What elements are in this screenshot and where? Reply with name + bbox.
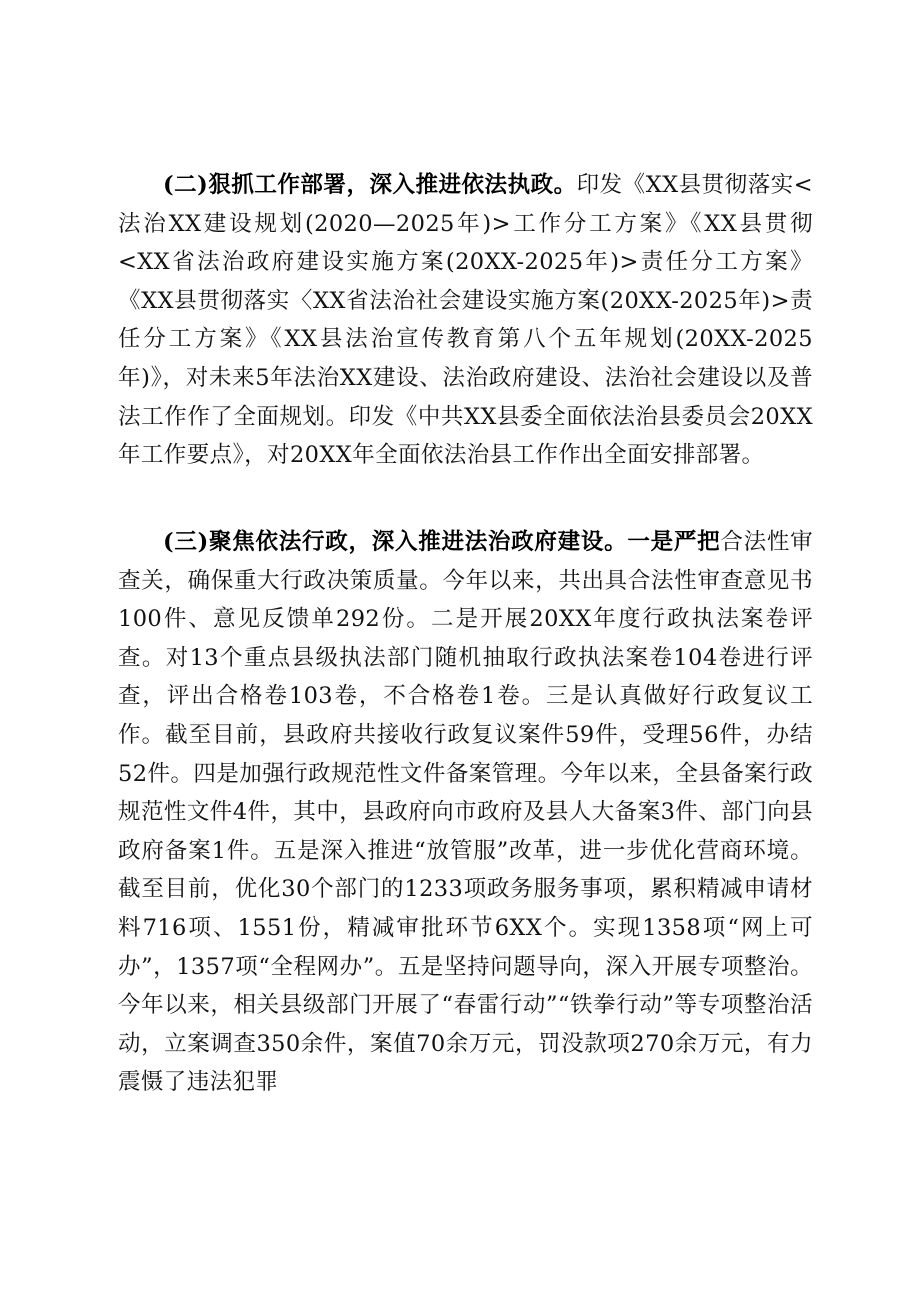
paragraph-work-deployment — [118, 166, 813, 475]
paragraph-body: 印发《XX县贯彻落实<法治XX建设规划(2020—2025年)>工作分工方案》《XX县贯彻<XX省法治政府建设实施方案(20XX-2025年)>责任分工方案》《XX县贯彻落实〈XX省法治社会建设实施方案(20XX-2025年)>责任分工方案》《XX县法治宣传教育第八个五年规划(20XX-2025年)》，对未来5年法治XX建设、法治政府建设、法治社会建设以及普法工作作了全面规划。印发《中共XX县委全面依法治县委员会20XX年工作要点》，对20XX年全面依法治县工作作出全面安排部署。 — [118, 172, 813, 469]
paragraph-body: 合法性审查关，确保重大行政决策质量。今年以来，共出具合法性审查意见书100件、意见反馈单292份。二是开展20XX年度行政执法案卷评查。对13个重点县级执法部门随机抽取行政执法案卷104卷进行评查，评出合格卷103卷，不合格卷1卷。三是认真做好行政复议工作。截至目前，县政府共接收行政复议案件59件，受理56件，办结52件。四是加强行政规范性文件备案管理。今年以来，全县备案行政规范性文件4件，其中，县政府向市政府及县人大备案3件、部门向县政府备案1件。五是深入推进“放管服”改革，进一步优化营商环境。截至目前，优化30个部门的1233项政务服务事项，累积精减申请材料716项、1551份，精减审批环节6XX个。实现1358项“网上可办”，1357项“全程网办”。五是坚持问题导向，深入开展专项整治。今年以来，相关县级部门开展了“春雷行动”“铁拳行动”等专项整治活动，立案调查350余件，案值70余万元，罚没款项270余万元，有力震慑了违法犯罪 — [118, 529, 813, 1096]
paragraph-law-based-administration — [118, 523, 813, 1102]
paragraph-heading: (二)狠抓工作部署，深入推进依法执政。 — [163, 172, 577, 198]
paragraph-heading: (三)聚焦依法行政，深入推进法治政府建设。一是严把 — [163, 529, 721, 555]
